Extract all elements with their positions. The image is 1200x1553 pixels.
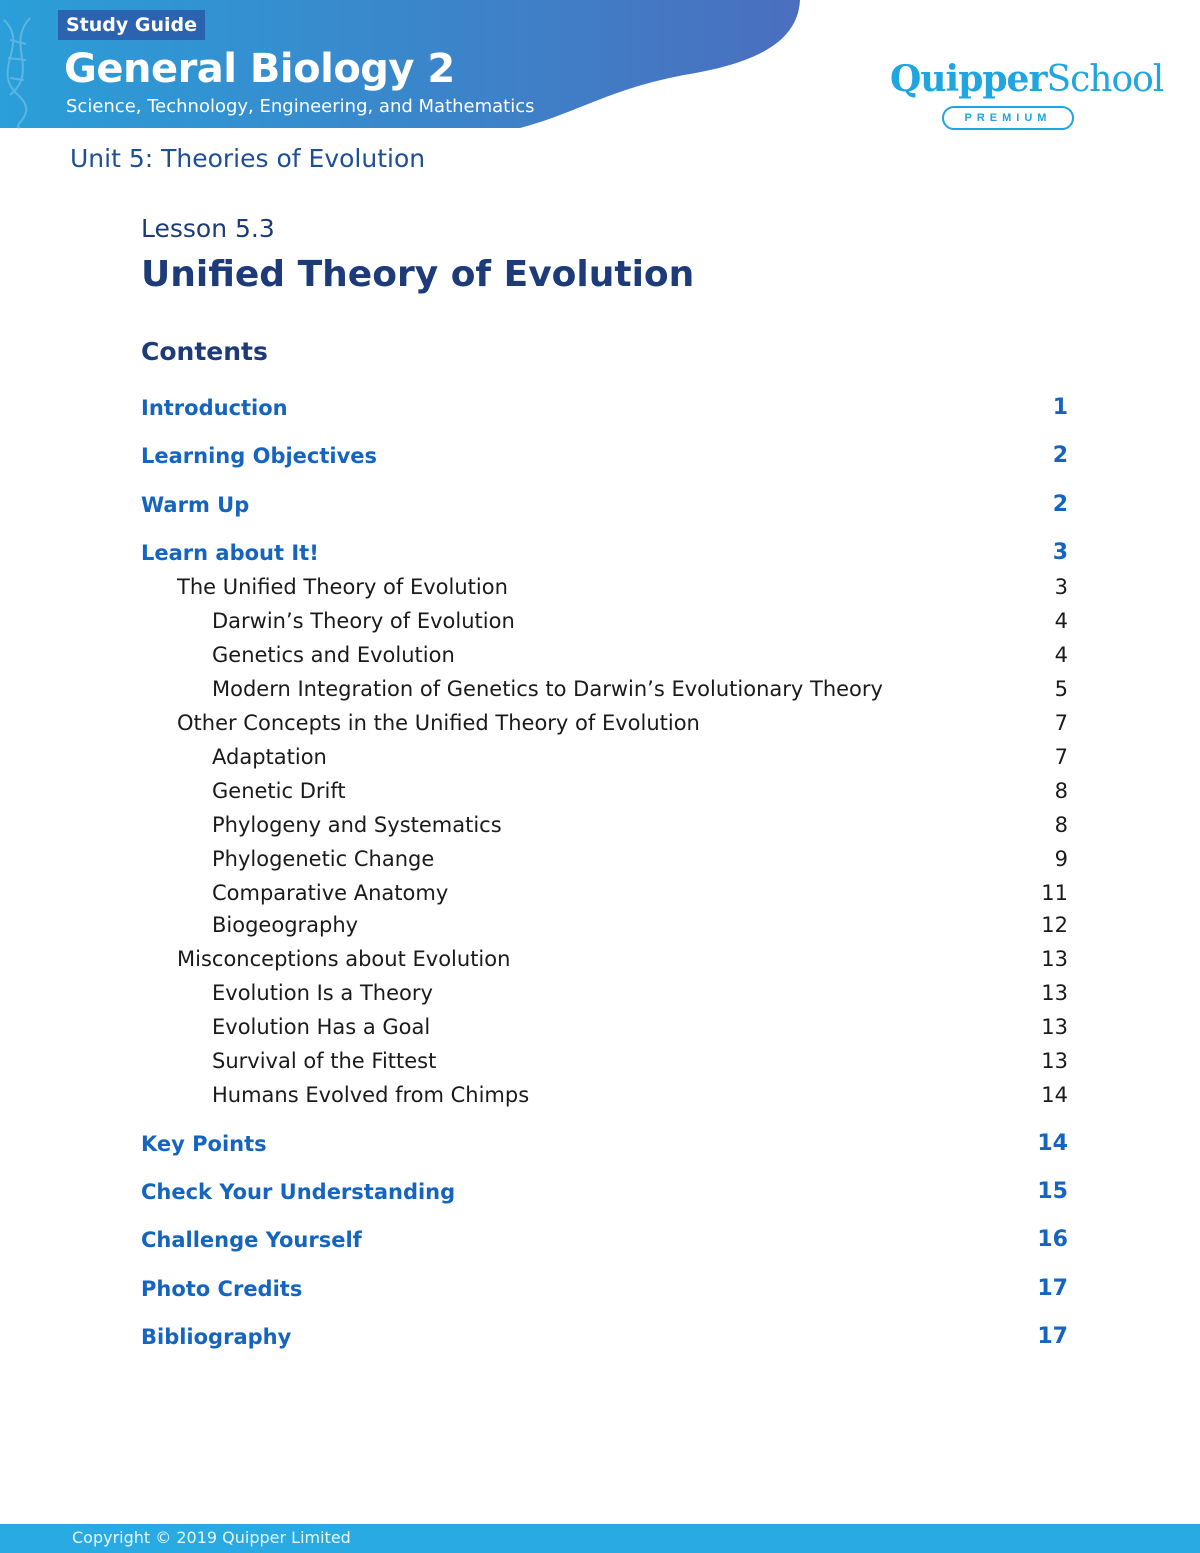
toc-entry[interactable] <box>0 606 1068 636</box>
toc-entry[interactable] <box>0 742 1068 772</box>
toc-entry-page-number: 17 <box>1037 1324 1068 1349</box>
toc-entry-label: Genetic Drift <box>212 779 346 803</box>
toc-entry[interactable] <box>0 878 1068 908</box>
toc-entry-label: Misconceptions about Evolution <box>177 947 511 971</box>
toc-entry-page-number: 14 <box>1037 1131 1068 1156</box>
toc-entry-label: Warm Up <box>141 493 250 517</box>
toc-entry-page-number: 16 <box>1037 1227 1068 1252</box>
toc-entry[interactable] <box>0 1129 1068 1159</box>
contents-heading: Contents <box>141 337 268 366</box>
toc-entry-page-number: 13 <box>1041 1049 1068 1073</box>
toc-entry[interactable] <box>0 393 1068 423</box>
toc-entry[interactable] <box>0 978 1068 1008</box>
toc-entry[interactable] <box>0 1177 1068 1207</box>
toc-entry-label: Check Your Understanding <box>141 1180 456 1204</box>
toc-entry-label: Bibliography <box>141 1325 292 1349</box>
toc-entry[interactable] <box>0 1046 1068 1076</box>
quipper-school-logo <box>890 58 1164 130</box>
toc-entry[interactable] <box>0 910 1068 940</box>
unit-title: Unit 5: Theories of Evolution <box>70 144 426 173</box>
brand-name-part1: Quipper <box>890 58 1047 100</box>
toc-entry[interactable] <box>0 1012 1068 1042</box>
toc-entry-page-number: 3 <box>1054 575 1068 599</box>
premium-badge: PREMIUM <box>942 106 1074 130</box>
toc-entry[interactable] <box>0 1225 1068 1255</box>
course-title: General Biology 2 <box>64 46 455 92</box>
toc-entry-page-number: 13 <box>1041 947 1068 971</box>
toc-entry[interactable] <box>0 944 1068 974</box>
course-subtitle: Science, Technology, Engineering, and Mathematics <box>66 96 535 117</box>
toc-entry-page-number: 1 <box>1052 395 1068 420</box>
study-guide-badge: Study Guide <box>58 10 205 40</box>
toc-entry-label: Learning Objectives <box>141 444 378 468</box>
toc-entry-page-number: 14 <box>1041 1083 1068 1107</box>
toc-entry-label: Humans Evolved from Chimps <box>212 1083 530 1107</box>
toc-entry[interactable] <box>0 1274 1068 1304</box>
toc-entry-page-number: 5 <box>1054 677 1068 701</box>
toc-entry[interactable] <box>0 572 1068 602</box>
lesson-number: Lesson 5.3 <box>141 214 275 243</box>
toc-entry-page-number: 12 <box>1041 913 1068 937</box>
toc-entry-page-number: 4 <box>1054 609 1068 633</box>
toc-entry-label: Other Concepts in the Unified Theory of Evolution <box>177 711 700 735</box>
toc-entry[interactable] <box>0 810 1068 840</box>
toc-entry[interactable] <box>0 1080 1068 1110</box>
toc-entry-page-number: 3 <box>1052 540 1068 565</box>
toc-entry-label: Genetics and Evolution <box>212 643 455 667</box>
toc-entry-label: Phylogenetic Change <box>212 847 435 871</box>
toc-entry[interactable] <box>0 844 1068 874</box>
copyright-text: Copyright © 2019 Quipper Limited <box>72 1528 351 1547</box>
toc-entry[interactable] <box>0 708 1068 738</box>
toc-entry-label: Introduction <box>141 396 288 420</box>
toc-entry-label: Darwin’s Theory of Evolution <box>212 609 515 633</box>
toc-entry-page-number: 7 <box>1054 711 1068 735</box>
toc-entry-page-number: 13 <box>1041 981 1068 1005</box>
toc-entry-label: The Unified Theory of Evolution <box>177 575 508 599</box>
toc-entry[interactable] <box>0 1322 1068 1352</box>
toc-entry[interactable] <box>0 674 1068 704</box>
toc-entry-label: Key Points <box>141 1132 267 1156</box>
toc-entry-label: Survival of the Fittest <box>212 1049 437 1073</box>
toc-entry-label: Comparative Anatomy <box>212 881 449 905</box>
toc-entry-label: Challenge Yourself <box>141 1228 362 1252</box>
toc-entry-page-number: 15 <box>1037 1179 1068 1204</box>
toc-entry-label: Evolution Is a Theory <box>212 981 433 1005</box>
toc-entry-page-number: 9 <box>1054 847 1068 871</box>
toc-entry-label: Photo Credits <box>141 1277 303 1301</box>
toc-entry-page-number: 8 <box>1054 779 1068 803</box>
toc-entry[interactable] <box>0 776 1068 806</box>
toc-entry-label: Modern Integration of Genetics to Darwin’s Evolutionary Theory <box>212 677 883 701</box>
toc-entry-label: Adaptation <box>212 745 327 769</box>
toc-entry-label: Biogeography <box>212 913 359 937</box>
toc-entry[interactable] <box>0 490 1068 520</box>
toc-entry-label: Phylogeny and Systematics <box>212 813 502 837</box>
toc-entry[interactable] <box>0 640 1068 670</box>
toc-entry-page-number: 4 <box>1054 643 1068 667</box>
toc-entry-page-number: 8 <box>1054 813 1068 837</box>
footer-bar <box>0 1524 1200 1553</box>
toc-entry-page-number: 17 <box>1037 1276 1068 1301</box>
brand-name-part2: School <box>1046 59 1164 100</box>
lesson-title: Unified Theory of Evolution <box>141 254 695 295</box>
toc-entry-label: Learn about It! <box>141 541 319 565</box>
toc-entry[interactable] <box>0 441 1068 471</box>
toc-entry-page-number: 13 <box>1041 1015 1068 1039</box>
toc-entry[interactable] <box>0 538 1068 568</box>
toc-entry-page-number: 2 <box>1052 492 1068 517</box>
brand-wordmark <box>890 58 1164 100</box>
toc-entry-page-number: 11 <box>1041 881 1068 905</box>
toc-entry-label: Evolution Has a Goal <box>212 1015 431 1039</box>
toc-entry-page-number: 2 <box>1052 443 1068 468</box>
toc-entry-page-number: 7 <box>1054 745 1068 769</box>
